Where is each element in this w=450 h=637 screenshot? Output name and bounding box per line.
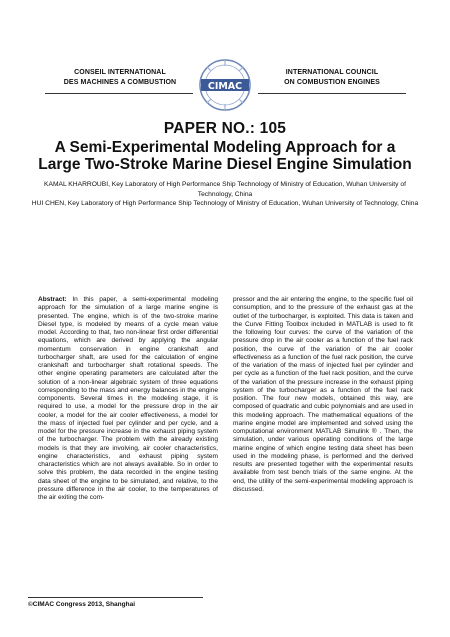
abstract-text-left: In this paper, a semi-experimental modeling approach for the simulation of a large marine engine is presented. The engine, which is of the two-stroke marine Diesel type, is modeled by means of a cycle mean value model. According to that, two non-linear first order differential equations, which are derived by applying the angular momentum conservation in engine crankshaft and turbocharger shaft, are used for the calculation of engine crankshaft and turbocharger shaft rotational speeds. The other engine operating parameters are calculated after the solution of a non-linear algebraic system of three equations corresponding to the mass and energy balances in the engine components. Several times in the modeling stage, it is required to use, a model for the pressure drop in the air cooler, a model for the air cooler effectiveness, a model for the mass of injected fuel per cylinder and per cycle, and a model for the pressure increase in the exhaust piping system of the turbocharger. The problem with the already existing models is that they are involving, air cooler characteristics, engine characteristics, and exhaust piping system characteristics which are not always available. So in order to solve this problem, the data recorded in the engine testing data sheet of the engine to be simulated, and relative, to the pressure difference in the air cooler, to the temperatures of the air exiting the com- (38, 296, 218, 501)
header-left-line1: CONSEIL INTERNATIONAL (74, 69, 166, 76)
header-right-line2: ON COMBUSTION ENGINES (284, 79, 380, 86)
footer-copyright: ©CIMAC Congress 2013, Shanghai (28, 601, 136, 608)
abstract-label: Abstract: (38, 296, 67, 303)
header-right (256, 68, 408, 88)
abstract-text-right: pressor and the air entering the engine, to the specific fuel oil consumption, and to the pressure of the exhaust gas at the outlet of the turbocharger, is exploited. This data is taken and the Curve Fitting Toolbox included in MATLAB is used to fit the following four curves: the curve of the variation of the pressure drop in the air cooler as a function of the fuel rack position, the curve of the variation of the air cooler effectiveness as a function of the fuel rack position, the curve of the variation of the mass of injected fuel per cylinder and per cycle as a function of the fuel rack position, and the curve of the variation of the pressure increase in the exhaust piping system of the turbocharger as a function of the fuel rack position. The four new models, obtained this way, are composed of quadratic and cubic polynomials and are used in this modeling approach. The mathematical equations of the marine engine model are implemented and solved using the computational environment MATLAB Simulink ® . Then, the simulation, under various operating conditions of the large marine engine of which engine testing data sheet has been used in the modeling phase, is performed and the derived results are presented together with the experimental results available from test bench trials of the same engine. At the end, the utility of the semi-experimental modeling approach is discussed. (233, 296, 413, 493)
author-1: KAMAL KHARROUBI, Key Laboratory of High Performance Ship Technology of Ministry of Education, Wuhan University of Technology, China (44, 181, 406, 198)
footer-rule (28, 597, 203, 598)
paper-number: PAPER NO.: 105 (163, 120, 287, 137)
header-left-line2: DES MACHINES A COMBUSTION (63, 79, 177, 86)
header-right-line1: INTERNATIONAL COUNCIL (285, 69, 379, 76)
logo-text: CIMAC (207, 81, 243, 92)
abstract-column-left (38, 296, 218, 502)
title-line-2: Large Two-Stroke Marine Diesel Engine Simulation (38, 156, 412, 173)
author-list (28, 180, 422, 209)
header-right-rule (258, 93, 406, 94)
title-line-1: A Semi-Experimental Modeling Approach for a (54, 139, 396, 156)
paper-title (20, 139, 430, 173)
abstract-column-right (233, 296, 413, 494)
author-2: HUI CHEN, Key Laboratory of High Performance Ship Technology of Ministry of Education, Wuhan University of Technology, China (31, 200, 419, 207)
header-left (45, 68, 195, 88)
cimac-logo (195, 58, 255, 112)
header-left-rule (45, 93, 193, 94)
